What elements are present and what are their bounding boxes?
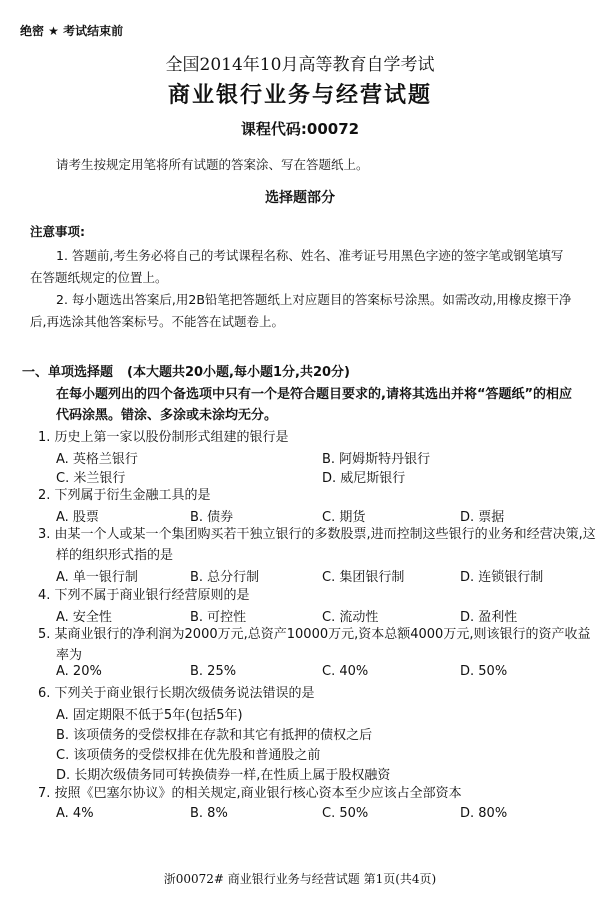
section-info: (本大题共20小题,每小题1分,共20分) [127,365,351,380]
q7-option-b: B. 8% [190,806,228,821]
question-2: 2. 下列属于衍生金融工具的是 [38,488,211,503]
q7-option-d: D. 80% [460,806,508,821]
q5-option-d: D. 50% [460,664,508,679]
q2-option-d: D. 票据 [460,510,505,525]
q5-option-c: C. 40% [322,664,369,679]
q1-option-b: B. 阿姆斯特丹银行 [322,452,431,467]
q2-option-a: A. 股票 [56,510,99,525]
section-heading [22,361,350,380]
q3-option-d: D. 连锁银行制 [460,570,544,585]
q1-option-d: D. 威尼斯银行 [322,471,406,486]
q1-option-a: A. 英格兰银行 [56,452,138,467]
q4-option-b: B. 可控性 [190,610,247,625]
q3-option-a: A. 单一银行制 [56,570,138,585]
course-code: 课程代码:00072 [240,120,360,138]
q5-option-b: B. 25% [190,664,237,679]
q2-option-c: C. 期货 [322,510,366,525]
q4-option-d: D. 盈利性 [460,610,518,625]
note-item: 1. 答题前,考生务必将自己的考试课程名称、姓名、准考证号用黑色字迹的签字笔或钢笔填写在答题纸规定的位置上。 [30,248,564,285]
question-6: 6. 下列关于商业银行长期次级债务说法错误的是 [38,686,315,701]
notes-block [30,222,575,333]
exam-title: 全国2014年10月高等教育自学考试 [165,55,435,75]
part-heading: 选择题部分 [265,190,335,206]
q5-option-a: A. 20% [56,664,102,679]
section-title: 一、单项选择题 [22,365,114,380]
q4-option-c: C. 流动性 [322,610,379,625]
q7-option-a: A. 4% [56,806,94,821]
q6-option-a: A. 固定期限不低于5年(包括5年) [56,708,243,723]
confidential-label: 绝密 ★ 考试结束前 [20,24,124,38]
q4-option-a: A. 安全性 [56,610,112,625]
notes-heading: 注意事项: [30,224,85,239]
paper-title: 商业银行业务与经营试题 [167,83,432,108]
answer-instruction: 请考生按规定用笔将所有试题的答案涂、写在答题纸上。 [56,157,369,172]
question-4: 4. 下列不属于商业银行经营原则的是 [38,588,250,603]
q6-option-c: C. 该项债务的受偿权排在优先股和普通股之前 [56,748,321,763]
q6-option-b: B. 该项债务的受偿权排在存款和其它有抵押的债权之后 [56,728,373,743]
question-1: 1. 历史上第一家以股份制形式组建的银行是 [38,430,289,445]
question-5: 5. 某商业银行的净利润为2000万元,总资产10000万元,资本总额4000万元,则该银行的资产收益率为 [38,627,591,663]
q3-option-c: C. 集团银行制 [322,570,405,585]
q7-option-c: C. 50% [322,806,369,821]
q6-option-d: D. 长期次级债务同可转换债券一样,在性质上属于股权融资 [56,768,391,783]
q1-option-c: C. 米兰银行 [56,471,126,486]
q3-option-b: B. 总分行制 [190,570,260,585]
note-item: 2. 每小题选出答案后,用2B铅笔把答题纸上对应题目的答案标号涂黑。如需改动,用橡皮擦干净后,再选涂其他答案标号。不能答在试题卷上。 [30,292,572,329]
section-description: 在每小题列出的四个备选项中只有一个是符合题目要求的,请将其选出并将“答题纸”的相应代码涂黑。错涂、多涂或未涂均无分。 [56,387,573,423]
q2-option-b: B. 债券 [190,510,234,525]
question-7: 7. 按照《巴塞尔协议》的相关规定,商业银行核心资本至少应该占全部资本 [38,786,462,801]
page-footer: 浙00072# 商业银行业务与经营试题 第1页(共4页) [163,872,437,886]
question-3: 3. 由某一个人或某一个集团购买若干独立银行的多数股票,进而控制这些银行的业务和经营决策,这样的组织形式指的是 [38,527,596,563]
